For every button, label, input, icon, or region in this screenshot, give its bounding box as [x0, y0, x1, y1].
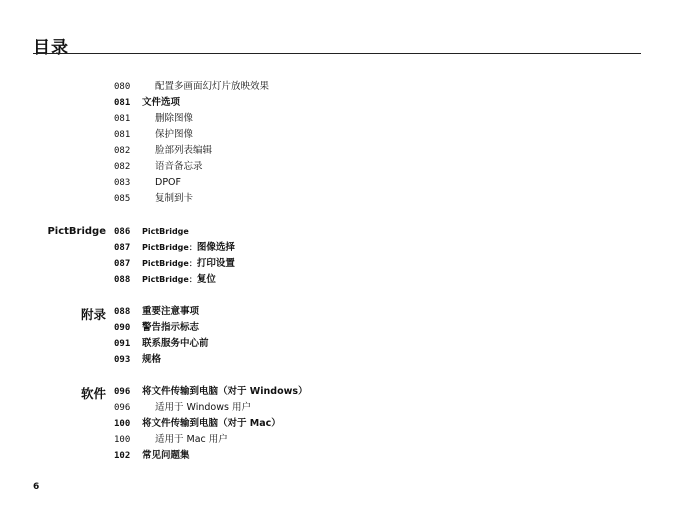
toc-entry[interactable] — [0, 320, 674, 336]
toc-page-number: 082 — [114, 146, 131, 156]
toc-page-number: 090 — [114, 323, 131, 333]
toc-page-number: 088 — [114, 307, 131, 317]
toc-entry-title: 删除图像 — [155, 113, 194, 124]
toc-entry-title: 重要注意事项 — [142, 306, 200, 317]
toc-entry[interactable] — [0, 256, 674, 272]
toc-entry-title: DPOF — [155, 177, 181, 188]
toc-page-number: 093 — [114, 355, 131, 365]
toc-entry-title: 脸部列表编辑 — [155, 145, 213, 156]
toc-entry[interactable] — [0, 304, 674, 320]
toc-entry[interactable] — [0, 240, 674, 256]
toc-page-number: 096 — [114, 387, 131, 397]
section-label-software: 软件 — [80, 386, 106, 401]
toc-page-number: 083 — [114, 178, 131, 188]
toc-page-number: 088 — [114, 275, 131, 285]
toc-entry[interactable] — [0, 336, 674, 352]
toc-page-number: 082 — [114, 162, 131, 172]
toc-page-number: 081 — [114, 130, 131, 140]
toc-entry-title: 保护图像 — [155, 129, 194, 140]
toc-entry-title: 配置多画面幻灯片放映效果 — [155, 81, 270, 92]
section-label-appendix: 附录 — [80, 307, 106, 322]
toc-entry[interactable] — [0, 175, 674, 191]
toc-page-number: 087 — [114, 259, 131, 269]
toc-entry[interactable] — [0, 191, 674, 207]
page-title: 目录 — [33, 38, 69, 58]
toc-entry[interactable] — [0, 416, 674, 432]
toc-entry-title: 常见问题集 — [142, 450, 190, 461]
toc-entry[interactable] — [0, 127, 674, 143]
toc-page-number: 087 — [114, 243, 131, 253]
toc-entry[interactable] — [0, 448, 674, 464]
toc-entry[interactable] — [0, 272, 674, 288]
toc-page-number: 091 — [114, 339, 131, 349]
toc-entry-title: 文件选项 — [142, 97, 181, 108]
toc-entry[interactable] — [0, 432, 674, 448]
toc-entry[interactable] — [0, 224, 674, 240]
toc-page-number: 096 — [114, 403, 131, 413]
toc-entry-title: 警告指示标志 — [142, 322, 200, 333]
toc-entry-title: 适用于 Windows 用户 — [155, 402, 251, 413]
toc-entry-prefix: PictBridge： — [142, 243, 197, 252]
title-divider — [33, 53, 641, 54]
toc-entry-title: 复制到卡 — [155, 193, 194, 204]
toc-entry-prefix: PictBridge： — [142, 259, 197, 268]
toc-entry[interactable] — [0, 111, 674, 127]
toc-entry-title: 将文件传输到电脑（对于 Mac） — [142, 418, 281, 429]
toc-page-number: 100 — [114, 419, 131, 429]
toc-entry[interactable] — [0, 79, 674, 95]
section-label-pictbridge: PictBridge — [47, 226, 106, 237]
toc-page-number: 081 — [114, 114, 131, 124]
toc-entry-title: 规格 — [142, 354, 162, 365]
toc-entry-title: 语音备忘录 — [155, 161, 203, 172]
toc-page-number: 081 — [114, 98, 131, 108]
toc-entry[interactable] — [0, 400, 674, 416]
toc-entry-title: 适用于 Mac 用户 — [155, 434, 228, 445]
toc-page-number: 086 — [114, 227, 131, 237]
toc-page-number: 080 — [114, 82, 131, 92]
toc-entry-title: 打印设置 — [196, 258, 235, 269]
toc-entry-title: 将文件传输到电脑（对于 Windows） — [142, 386, 308, 397]
toc-page-number: 102 — [114, 451, 131, 461]
toc-entry-prefix: PictBridge： — [142, 275, 197, 284]
toc-page-number: 100 — [114, 435, 131, 445]
toc-entry-title: 复位 — [196, 274, 216, 285]
toc-entry-title: 联系服务中心前 — [142, 338, 209, 349]
toc-entry-title: 图像选择 — [196, 242, 235, 253]
toc-page-number: 085 — [114, 194, 131, 204]
toc-entry[interactable] — [0, 384, 674, 400]
page-number: 6 — [33, 482, 40, 492]
toc-entry[interactable] — [0, 352, 674, 368]
toc-entry[interactable] — [0, 95, 674, 111]
toc-entry[interactable] — [0, 159, 674, 175]
toc-entry[interactable] — [0, 143, 674, 159]
toc-entry-title: PictBridge — [142, 227, 189, 236]
